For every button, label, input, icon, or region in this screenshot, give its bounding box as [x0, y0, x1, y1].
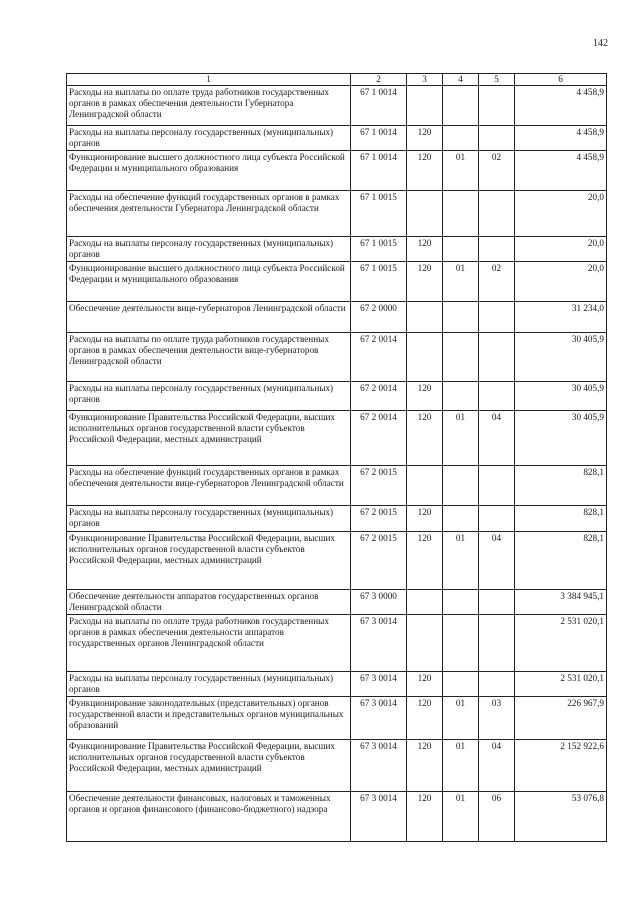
- row-name: Расходы на выплаты персоналу государственных (муниципальных) органов: [67, 126, 351, 151]
- row-pr: 03: [479, 697, 515, 740]
- row-code: 67 3 0014: [351, 672, 407, 697]
- row-code: 67 3 0014: [351, 792, 407, 842]
- row-sum: 828,1: [515, 532, 607, 590]
- row-name: Расходы на выплаты персоналу государственных (муниципальных) органов: [67, 237, 351, 262]
- row-sum: 30 405,9: [515, 333, 607, 382]
- row-vr: 120: [407, 672, 443, 697]
- row-name: Функционирование Правительства Российской Федерации, высших исполнительных органов государственной власти субъектов Российской Федерации, местных администраций: [67, 740, 351, 792]
- table-row: [67, 740, 607, 792]
- row-sum: 4 458,9: [515, 151, 607, 191]
- row-vr: [407, 86, 443, 126]
- row-name: Расходы на обеспечение функций государственных органов в рамках обеспечения деятельности вице-губернаторов Ленинградской области: [67, 466, 351, 506]
- row-code: 67 2 0014: [351, 411, 407, 466]
- table-row: [67, 382, 607, 411]
- row-vr: [407, 466, 443, 506]
- row-pr: [479, 86, 515, 126]
- row-pr: [479, 237, 515, 262]
- table-row: [67, 506, 607, 532]
- table-row: [67, 126, 607, 151]
- row-vr: [407, 302, 443, 333]
- row-vr: 120: [407, 262, 443, 302]
- row-sum: 20,0: [515, 237, 607, 262]
- row-vr: 120: [407, 792, 443, 842]
- row-rz: [443, 333, 479, 382]
- row-vr: [407, 333, 443, 382]
- row-rz: 01: [443, 740, 479, 792]
- row-pr: [479, 126, 515, 151]
- table-row: [67, 411, 607, 466]
- table-row: [67, 672, 607, 697]
- row-rz: 01: [443, 151, 479, 191]
- row-name: Обеспечение деятельности финансовых, налоговых и таможенных органов и органов финансового (финансово-бюджетного) надзора: [67, 792, 351, 842]
- row-vr: [407, 191, 443, 237]
- row-code: 67 3 0014: [351, 697, 407, 740]
- row-sum: 828,1: [515, 466, 607, 506]
- row-pr: [479, 382, 515, 411]
- table-row: [67, 262, 607, 302]
- row-name: Расходы на выплаты по оплате труда работников государственных органов в рамках обеспечения деятельности аппаратов государственных органов Ленинградской области: [67, 615, 351, 672]
- row-code: 67 1 0015: [351, 237, 407, 262]
- table-row: [67, 86, 607, 126]
- row-rz: [443, 590, 479, 615]
- row-pr: [479, 466, 515, 506]
- row-sum: 30 405,9: [515, 382, 607, 411]
- row-sum: 828,1: [515, 506, 607, 532]
- row-pr: 04: [479, 411, 515, 466]
- table-row: [67, 302, 607, 333]
- row-sum: 30 405,9: [515, 411, 607, 466]
- row-sum: 226 967,9: [515, 697, 607, 740]
- row-pr: [479, 590, 515, 615]
- header-col-5: 5: [479, 74, 515, 86]
- row-code: 67 3 0014: [351, 615, 407, 672]
- row-pr: 02: [479, 151, 515, 191]
- row-vr: 120: [407, 532, 443, 590]
- row-vr: [407, 590, 443, 615]
- row-name: Функционирование высшего должностного лица субъекта Российской Федерации и муниципального образования: [67, 262, 351, 302]
- row-vr: 120: [407, 151, 443, 191]
- row-name: Расходы на выплаты персоналу государственных (муниципальных) органов: [67, 382, 351, 411]
- row-sum: 2 531 020,1: [515, 615, 607, 672]
- row-rz: 01: [443, 792, 479, 842]
- row-pr: 02: [479, 262, 515, 302]
- row-rz: 01: [443, 532, 479, 590]
- row-pr: [479, 302, 515, 333]
- row-rz: [443, 126, 479, 151]
- row-rz: 01: [443, 262, 479, 302]
- row-vr: 120: [407, 237, 443, 262]
- row-name: Расходы на обеспечение функций государственных органов в рамках обеспечения деятельности Губернатора Ленинградской области: [67, 191, 351, 237]
- row-pr: [479, 615, 515, 672]
- row-rz: [443, 86, 479, 126]
- page-number: 142: [593, 38, 608, 49]
- table-header-row: [67, 74, 607, 86]
- row-vr: 120: [407, 740, 443, 792]
- row-sum: 20,0: [515, 262, 607, 302]
- table-row: [67, 237, 607, 262]
- row-rz: [443, 615, 479, 672]
- table-row: [67, 333, 607, 382]
- row-rz: 01: [443, 697, 479, 740]
- row-code: 67 1 0014: [351, 151, 407, 191]
- row-sum: 4 458,9: [515, 86, 607, 126]
- row-pr: [479, 672, 515, 697]
- row-code: 67 1 0015: [351, 191, 407, 237]
- row-pr: [479, 333, 515, 382]
- row-pr: 06: [479, 792, 515, 842]
- row-sum: 2 531 020,1: [515, 672, 607, 697]
- row-rz: [443, 191, 479, 237]
- row-code: 67 1 0014: [351, 86, 407, 126]
- row-rz: [443, 672, 479, 697]
- table-row: [67, 590, 607, 615]
- row-code: 67 1 0014: [351, 126, 407, 151]
- row-pr: 04: [479, 532, 515, 590]
- row-name: Функционирование Правительства Российской Федерации, высших исполнительных органов государственной власти субъектов Российской Федерации, местных администраций: [67, 411, 351, 466]
- row-rz: [443, 302, 479, 333]
- row-code: 67 3 0000: [351, 590, 407, 615]
- row-code: 67 2 0015: [351, 466, 407, 506]
- row-sum: 53 076,8: [515, 792, 607, 842]
- table-row: [67, 697, 607, 740]
- row-code: 67 2 0015: [351, 532, 407, 590]
- header-col-1: 1: [67, 74, 351, 86]
- row-name: Функционирование Правительства Российской Федерации, высших исполнительных органов государственной власти субъектов Российской Федерации, местных администраций: [67, 532, 351, 590]
- header-col-3: 3: [407, 74, 443, 86]
- row-code: 67 2 0000: [351, 302, 407, 333]
- row-vr: 120: [407, 506, 443, 532]
- row-rz: [443, 237, 479, 262]
- row-vr: 120: [407, 697, 443, 740]
- row-rz: 01: [443, 411, 479, 466]
- row-sum: 20,0: [515, 191, 607, 237]
- header-col-6: 6: [515, 74, 607, 86]
- table-row: [67, 532, 607, 590]
- row-pr: [479, 191, 515, 237]
- table-body: [67, 86, 607, 842]
- budget-table: [66, 73, 607, 842]
- row-sum: 3 384 945,1: [515, 590, 607, 615]
- row-code: 67 2 0014: [351, 333, 407, 382]
- row-rz: [443, 382, 479, 411]
- row-name: Функционирование законодательных (представительных) органов государственной власти и представительных органов муниципальных образований: [67, 697, 351, 740]
- row-vr: 120: [407, 126, 443, 151]
- row-code: 67 1 0015: [351, 262, 407, 302]
- row-name: Функционирование высшего должностного лица субъекта Российской Федерации и муниципального образования: [67, 151, 351, 191]
- table-row: [67, 615, 607, 672]
- row-vr: [407, 615, 443, 672]
- row-name: Обеспечение деятельности вице-губернаторов Ленинградской области: [67, 302, 351, 333]
- row-pr: [479, 506, 515, 532]
- row-sum: 2 152 922,6: [515, 740, 607, 792]
- row-name: Расходы на выплаты персоналу государственных (муниципальных) органов: [67, 506, 351, 532]
- row-sum: 31 234,0: [515, 302, 607, 333]
- row-rz: [443, 506, 479, 532]
- table-row: [67, 191, 607, 237]
- row-code: 67 2 0015: [351, 506, 407, 532]
- row-name: Расходы на выплаты по оплате труда работников государственных органов в рамках обеспечения деятельности Губернатора Ленинградской области: [67, 86, 351, 126]
- row-code: 67 3 0014: [351, 740, 407, 792]
- row-rz: [443, 466, 479, 506]
- row-vr: 120: [407, 411, 443, 466]
- table-row: [67, 151, 607, 191]
- row-code: 67 2 0014: [351, 382, 407, 411]
- header-col-2: 2: [351, 74, 407, 86]
- table-row: [67, 792, 607, 842]
- table-row: [67, 466, 607, 506]
- row-sum: 4 458,9: [515, 126, 607, 151]
- row-name: Обеспечение деятельности аппаратов государственных органов Ленинградской области: [67, 590, 351, 615]
- row-name: Расходы на выплаты персоналу государственных (муниципальных) органов: [67, 672, 351, 697]
- row-name: Расходы на выплаты по оплате труда работников государственных органов в рамках обеспечения деятельности вице-губернаторов Ленинградской области: [67, 333, 351, 382]
- row-pr: 04: [479, 740, 515, 792]
- row-vr: 120: [407, 382, 443, 411]
- header-col-4: 4: [443, 74, 479, 86]
